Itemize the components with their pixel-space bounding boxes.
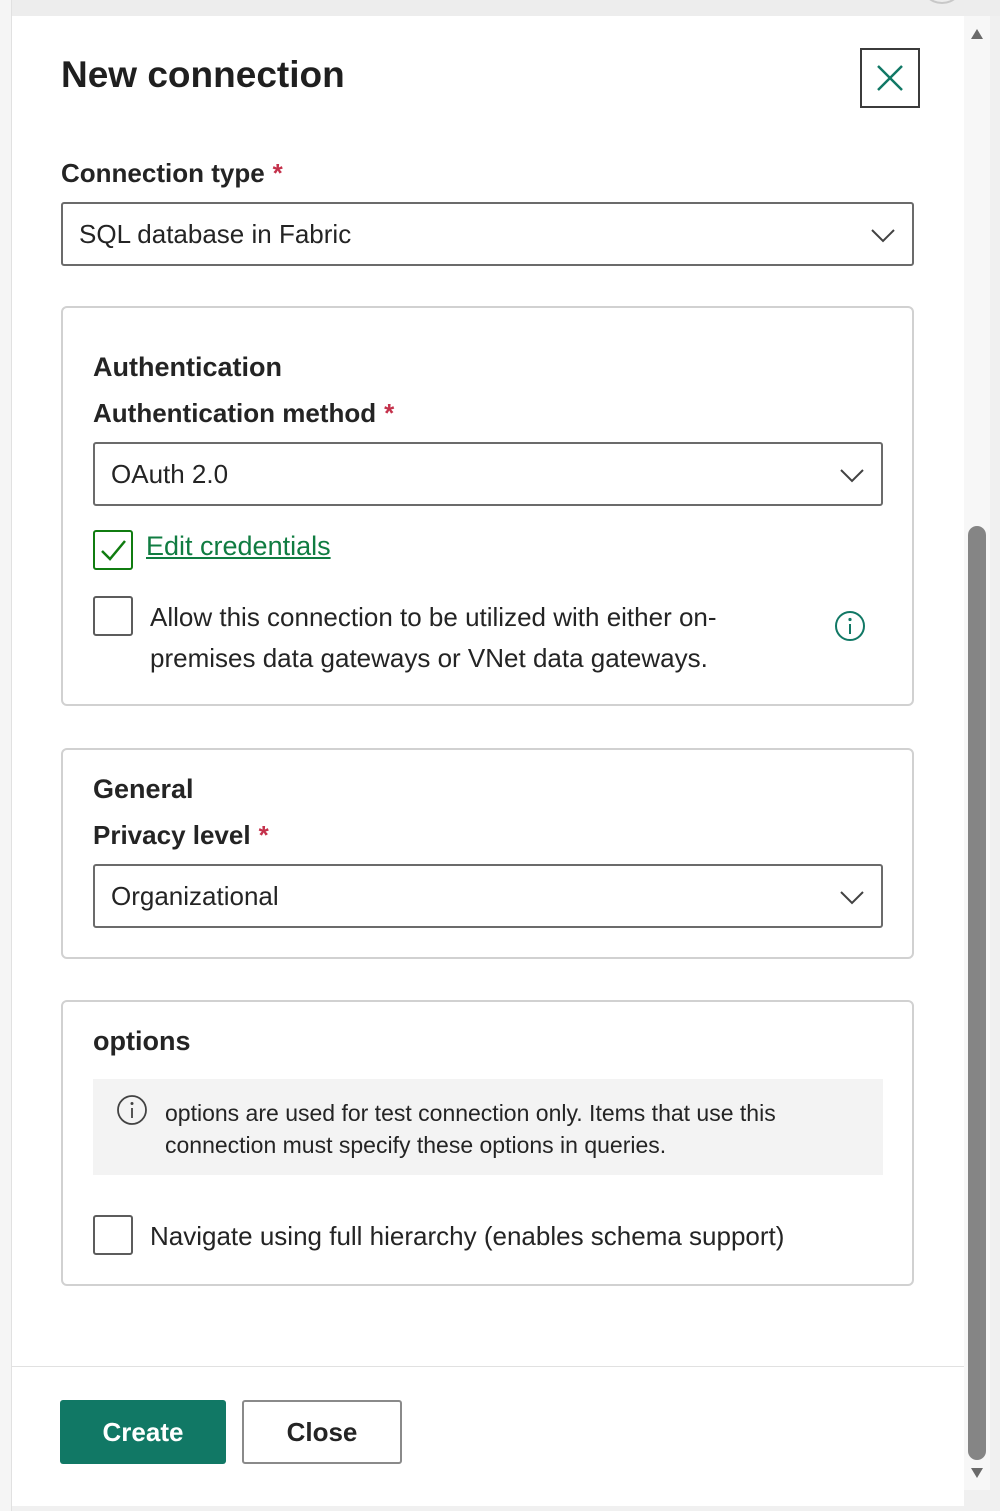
footer-divider	[12, 1366, 964, 1367]
authentication-section-title: Authentication	[93, 352, 282, 382]
connection-type-dropdown[interactable]	[61, 202, 914, 266]
options-section	[61, 1000, 914, 1286]
general-section-title: General	[93, 774, 194, 804]
info-icon[interactable]	[834, 610, 866, 642]
full-hierarchy-checkbox[interactable]	[93, 1215, 133, 1255]
options-section-title: options	[93, 1026, 191, 1056]
close-button[interactable]: Close	[242, 1400, 402, 1464]
required-asterisk: *	[258, 820, 269, 850]
connection-type-label-text: Connection type	[61, 158, 265, 188]
scroll-down-arrow-icon[interactable]	[970, 1467, 984, 1479]
dialog-title: New connection	[61, 54, 345, 95]
gateway-option-checkbox[interactable]	[93, 596, 133, 636]
create-button[interactable]: Create	[60, 1400, 226, 1464]
edit-credentials-checkbox[interactable]	[93, 530, 133, 570]
required-asterisk: *	[272, 158, 283, 188]
privacy-level-dropdown[interactable]	[93, 864, 883, 928]
general-section	[61, 748, 914, 959]
chevron-down-icon	[839, 884, 865, 910]
info-icon	[116, 1094, 148, 1126]
authentication-section	[61, 306, 914, 706]
new-connection-panel	[12, 16, 964, 1506]
authentication-method-label-text: Authentication method	[93, 398, 377, 428]
scroll-up-arrow-icon[interactable]	[970, 28, 984, 40]
edit-credentials-link[interactable]: Edit credentials	[146, 531, 331, 561]
checkmark-icon	[98, 535, 128, 565]
required-asterisk: *	[384, 398, 395, 428]
background-left-strip	[0, 0, 12, 1511]
privacy-level-label	[93, 820, 269, 851]
authentication-method-value: OAuth 2.0	[111, 458, 229, 489]
connection-type-label	[61, 158, 283, 189]
close-dialog-button[interactable]	[860, 48, 920, 108]
background-top-bar	[0, 0, 1000, 16]
privacy-level-value: Organizational	[111, 880, 279, 911]
scrollbar-thumb[interactable]	[968, 526, 986, 1460]
privacy-level-label-text: Privacy level	[93, 820, 251, 850]
options-info-text: options are used for test connection only. Items that use this connection must specify these options in queries.	[165, 1100, 776, 1158]
chevron-down-icon	[839, 462, 865, 488]
options-info-bar	[93, 1079, 883, 1175]
vertical-scrollbar[interactable]	[964, 16, 990, 1490]
close-icon	[875, 63, 905, 93]
authentication-method-label	[93, 398, 394, 429]
chevron-down-icon	[870, 222, 896, 248]
connection-type-value: SQL database in Fabric	[79, 218, 352, 249]
full-hierarchy-label: Navigate using full hierarchy (enables schema support)	[150, 1221, 785, 1251]
gateway-option-label: Allow this connection to be utilized with either on-premises data gateways or VNet data gateways.	[150, 602, 717, 673]
authentication-method-dropdown[interactable]	[93, 442, 883, 506]
